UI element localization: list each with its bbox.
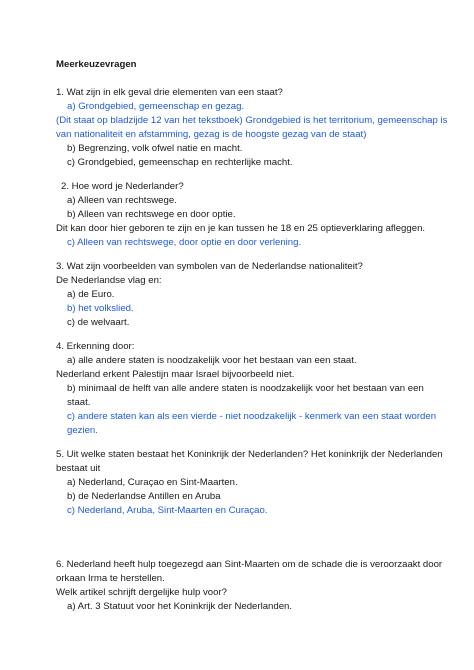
q2-option-b: b) Alleen van rechtswege en door optie. — [67, 209, 236, 220]
q5-option-a: a) Nederland, Curaçao en Sint-Maarten. — [67, 477, 238, 488]
q3-option-b: b) het volkslied. — [67, 303, 134, 314]
q1-explanation-line1: (Dit staat op bladzijde 12 van het tekstboek) Grondgebied is het territorium, gemeenschap is — [56, 115, 448, 126]
q6-option-a: a) Art. 3 Statuut voor het Koninkrijk der Nederlanden. — [67, 601, 293, 612]
q2-option-c: c) Alleen van rechtswege, door optie en door verlening. — [67, 237, 302, 248]
question-6-line2: orkaan Irma te herstellen. — [56, 573, 165, 584]
question-3-line2: De Nederlandse vlag en: — [56, 275, 162, 286]
q4-option-c-line1: c) andere staten kan als een vierde - niet noodzakelijk - kenmerk van een staat worden — [67, 411, 437, 422]
q1-explanation-line2: van nationaliteit en afstamming, gezag is de hoogste gezag van de staat) — [56, 129, 367, 140]
q1-option-a: a) Grondgebied, gemeenschap en gezag. — [67, 101, 245, 112]
question-4: 4. Erkenning door: — [56, 341, 135, 352]
page-heading: Meerkeuzevragen — [56, 59, 137, 70]
q4-option-b-line1: b) minimaal de helft van alle andere staten is noodzakelijk voor het bestaan van een — [67, 383, 424, 394]
q3-option-a: a) de Euro. — [67, 289, 115, 300]
question-5-line1: 5. Uit welke staten bestaat het Koninkrijk der Nederlanden? Het koninkrijk der Nederlanden — [56, 449, 443, 460]
question-6-line3: Welk artikel schrijft dergelijke hulp voor? — [56, 587, 227, 598]
q4-option-c-line2: gezien. — [67, 425, 98, 436]
q1-option-b: b) Begrenzing, volk ofwel natie en macht. — [67, 143, 243, 154]
question-6-line1: 6. Nederland heeft hulp toegezegd aan Sint-Maarten om de schade die is veroorzaakt door — [56, 559, 443, 570]
q4-option-a: a) alle andere staten is noodzakelijk voor het bestaan van een staat. — [67, 355, 357, 366]
q3-option-c: c) de welvaart. — [67, 317, 130, 328]
question-5-line2: bestaat uit — [56, 463, 101, 474]
question-3: 3. Wat zijn voorbeelden van symbolen van de Nederlandse nationaliteit? — [56, 261, 363, 272]
question-1: 1. Wat zijn in elk geval drie elementen van een staat? — [56, 87, 283, 98]
question-2: 2. Hoe word je Nederlander? — [61, 181, 184, 192]
q5-option-b: b) de Nederlandse Antillen en Aruba — [67, 491, 221, 502]
q2-option-a: a) Alleen van rechtswege. — [67, 195, 177, 206]
q5-option-c: c) Nederland, Aruba, Sint-Maarten en Curaçao. — [67, 505, 268, 516]
q2-explanation: Dit kan door hier geboren te zijn en je kan tussen he 18 en 25 optieverklaring afleggen. — [56, 223, 426, 234]
q1-option-c: c) Grondgebied, gemeenschap en rechterlijke macht. — [67, 157, 293, 168]
q4-explanation: Nederland erkent Palestijn maar Israel bijvoorbeeld niet. — [56, 369, 295, 380]
q4-option-b-line2: staat. — [67, 397, 91, 408]
